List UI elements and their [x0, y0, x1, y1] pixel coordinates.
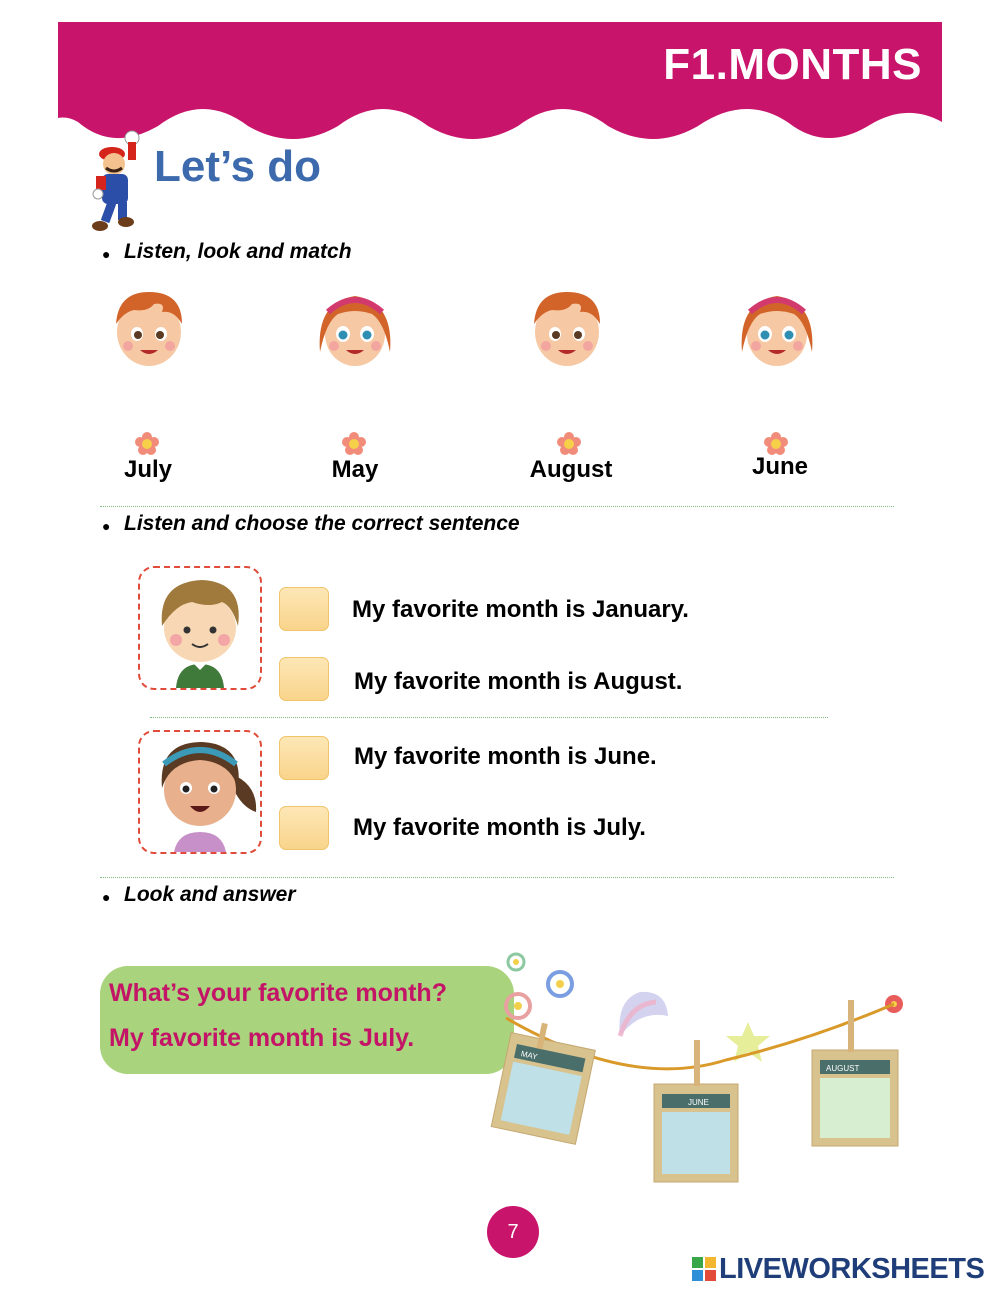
calendar-month: MAY	[520, 1049, 539, 1062]
instruction-choose: Listen and choose the correct sentence	[124, 512, 520, 535]
flower-icon	[342, 432, 366, 456]
mario-icon	[88, 130, 148, 234]
month-label[interactable]: August	[529, 456, 613, 483]
sentence-option[interactable]: My favorite month is August.	[354, 668, 683, 695]
page-number: 7	[487, 1206, 539, 1258]
flower-icon	[557, 432, 581, 456]
girl-face-icon[interactable]	[310, 282, 400, 372]
checkbox[interactable]	[279, 657, 329, 701]
checkbox[interactable]	[279, 806, 329, 850]
boy-avatar	[138, 566, 262, 690]
divider	[150, 717, 828, 718]
boy-face-icon[interactable]	[104, 282, 194, 372]
calendar-month: JUNE	[688, 1098, 709, 1107]
flower-icon	[548, 972, 572, 996]
calendar-month: AUGUST	[826, 1064, 860, 1073]
month-label[interactable]: June	[751, 453, 808, 480]
flower-icon	[135, 432, 159, 456]
page-title: F1.MONTHS	[663, 40, 922, 89]
boy-icon	[140, 568, 260, 688]
flower-icon	[508, 954, 524, 970]
bullet-icon: ●	[102, 246, 111, 262]
divider	[100, 506, 894, 507]
girl-icon	[140, 732, 260, 852]
hanging-calendars-illustration	[490, 940, 920, 1190]
girl-avatar	[138, 730, 262, 854]
answer-text: My favorite month is July.	[109, 1024, 415, 1052]
sentence-option[interactable]: My favorite month is July.	[353, 814, 646, 841]
bullet-icon: ●	[102, 518, 111, 534]
boy-face-icon[interactable]	[522, 282, 612, 372]
instruction-match: Listen, look and match	[124, 240, 352, 263]
logo-text: LIVEWORKSHEETS	[719, 1252, 985, 1285]
girl-face-icon[interactable]	[732, 282, 822, 372]
logo-icon	[692, 1257, 716, 1281]
divider	[100, 877, 894, 878]
checkbox[interactable]	[279, 587, 329, 631]
month-label[interactable]: July	[123, 456, 173, 483]
month-label[interactable]: May	[331, 456, 379, 483]
liveworksheets-logo[interactable]	[692, 1252, 984, 1286]
bullet-icon: ●	[102, 889, 111, 905]
section-title: Let’s do	[154, 142, 322, 191]
question-text: What’s your favorite month?	[109, 979, 447, 1007]
sentence-option[interactable]: My favorite month is January.	[352, 596, 689, 623]
sentence-option[interactable]: My favorite month is June.	[354, 743, 657, 770]
flower-icon	[506, 994, 530, 1018]
instruction-answer: Look and answer	[124, 883, 296, 906]
checkbox[interactable]	[279, 736, 329, 780]
